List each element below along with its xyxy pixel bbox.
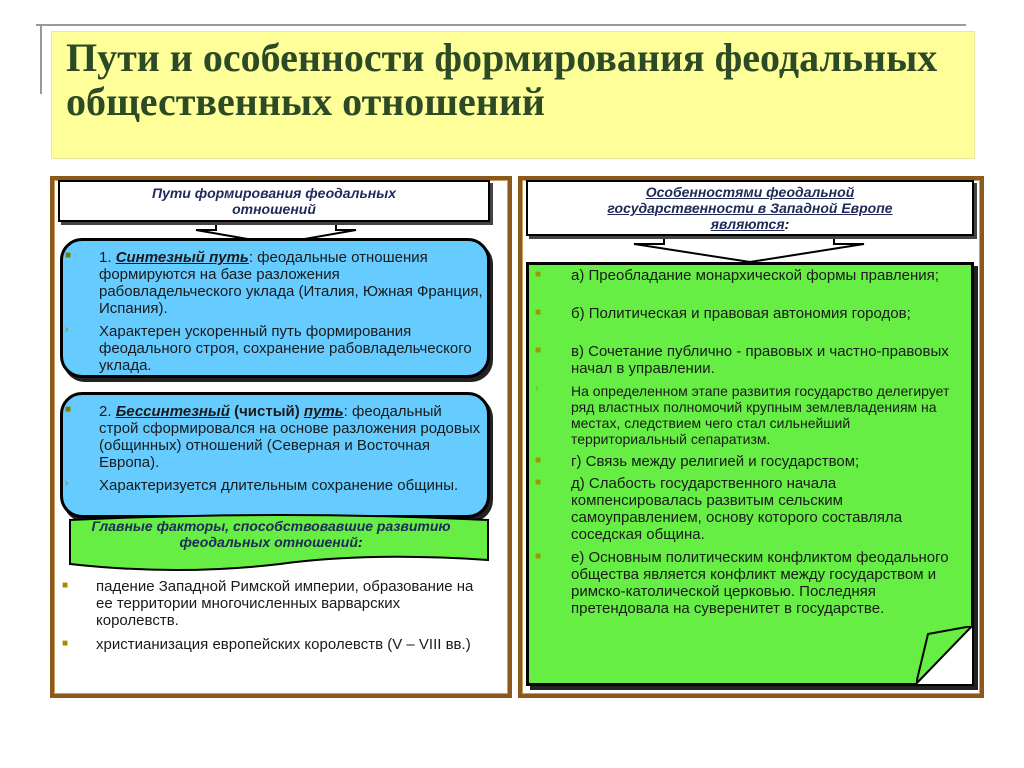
factor-item: христианизация европейских королевств (V – VIII вв.) bbox=[96, 636, 471, 653]
right-header-colon: : bbox=[784, 216, 790, 232]
feature-item: б) Политическая и правовая автономия городов; bbox=[571, 305, 911, 322]
bullet-icon: ■ bbox=[535, 345, 542, 356]
bullet-icon: ■ bbox=[535, 477, 542, 488]
features-box bbox=[526, 262, 974, 686]
block2-middle: (чистый) bbox=[234, 403, 300, 420]
bullet-icon: ■ bbox=[62, 580, 69, 591]
bullet-icon: ■ bbox=[535, 455, 542, 466]
frame-line-top bbox=[36, 24, 966, 26]
page-title: Пути и особенности формирования феодальных общественных отношений bbox=[66, 35, 938, 124]
factor-item: падение Западной Римской империи, образование на ее территории многочисленных варварских королевств. bbox=[96, 578, 474, 629]
bullet-icon: › bbox=[65, 478, 69, 489]
right-header-line1: Особенностями феодальной bbox=[645, 184, 855, 200]
right-header-line2: государственности в Западной Европе bbox=[607, 200, 893, 216]
bullet-icon: ■ bbox=[65, 404, 72, 415]
block2-name: Бессинтезный bbox=[115, 403, 230, 420]
synthetic-path-note: Характерен ускоренный путь формирования феодального строя, сохранение рабовладельческого уклада. bbox=[99, 323, 472, 374]
nonsynthetic-path-note: Характеризуется длительным сохранение общины. bbox=[99, 477, 459, 494]
factors-header-text: Главные факторы, способствовавшие развитию феодальных отношений bbox=[91, 518, 451, 550]
title-box bbox=[52, 32, 974, 158]
feature-item: д) Слабость государственного начала компенсировалась развитым сельским самоуправлением, основу которого составляла соседская община. bbox=[571, 475, 903, 543]
bullet-icon: ■ bbox=[62, 638, 69, 649]
bullet-icon: ■ bbox=[535, 307, 542, 318]
factors-header-colon: : bbox=[357, 534, 363, 550]
block1-number: 1. bbox=[99, 249, 112, 266]
block2-number: 2. bbox=[99, 403, 112, 420]
right-header-line3: являются bbox=[710, 216, 785, 232]
block2-text: : феодальный строй сформировался на основе разложения родовых (общинных) отношений (Северная и Восточная Европа). bbox=[99, 403, 481, 471]
right-header bbox=[526, 180, 974, 236]
synthetic-path-box bbox=[60, 238, 490, 378]
nonsynthetic-path-box bbox=[60, 392, 490, 518]
bullet-icon: ■ bbox=[535, 269, 542, 280]
feature-item: На определенном этапе развития государство делегирует ряд властных полномочий крупным землевладениям на местах, следствием чего стал сильнейший территориальный сепаратизм. bbox=[571, 383, 950, 447]
block2-name2: путь bbox=[303, 403, 344, 420]
bullet-icon: ■ bbox=[535, 551, 542, 562]
feature-item: е) Основным политическим конфликтом феодального общества является конфликт между государством и римско-католической церковью. Последняя претендовала на суверенитет в государстве. bbox=[571, 549, 949, 617]
bullet-icon: › bbox=[65, 324, 69, 335]
left-header-text: Пути формирования феодальных отношений bbox=[152, 185, 396, 217]
folded-corner-icon bbox=[916, 626, 972, 684]
synthetic-path-text bbox=[99, 249, 483, 317]
block1-text: : феодальные отношения формируются на базе разложения рабовладельческого уклада (Италия, Южная Франция, Испания). bbox=[99, 249, 483, 317]
bullet-icon: › bbox=[535, 383, 539, 394]
block1-name: Синтезный путь bbox=[115, 249, 249, 266]
feature-item: а) Преобладание монархической формы правления; bbox=[571, 267, 939, 284]
frame-line-left bbox=[40, 24, 42, 94]
nonsynthetic-path-text bbox=[99, 403, 483, 471]
bullet-icon: ■ bbox=[65, 250, 72, 261]
left-header bbox=[58, 180, 490, 222]
feature-item: в) Сочетание публично - правовых и частно-правовых начал в управлении. bbox=[571, 343, 949, 377]
factors-header bbox=[76, 518, 466, 550]
feature-item: г) Связь между религией и государством; bbox=[571, 453, 860, 470]
